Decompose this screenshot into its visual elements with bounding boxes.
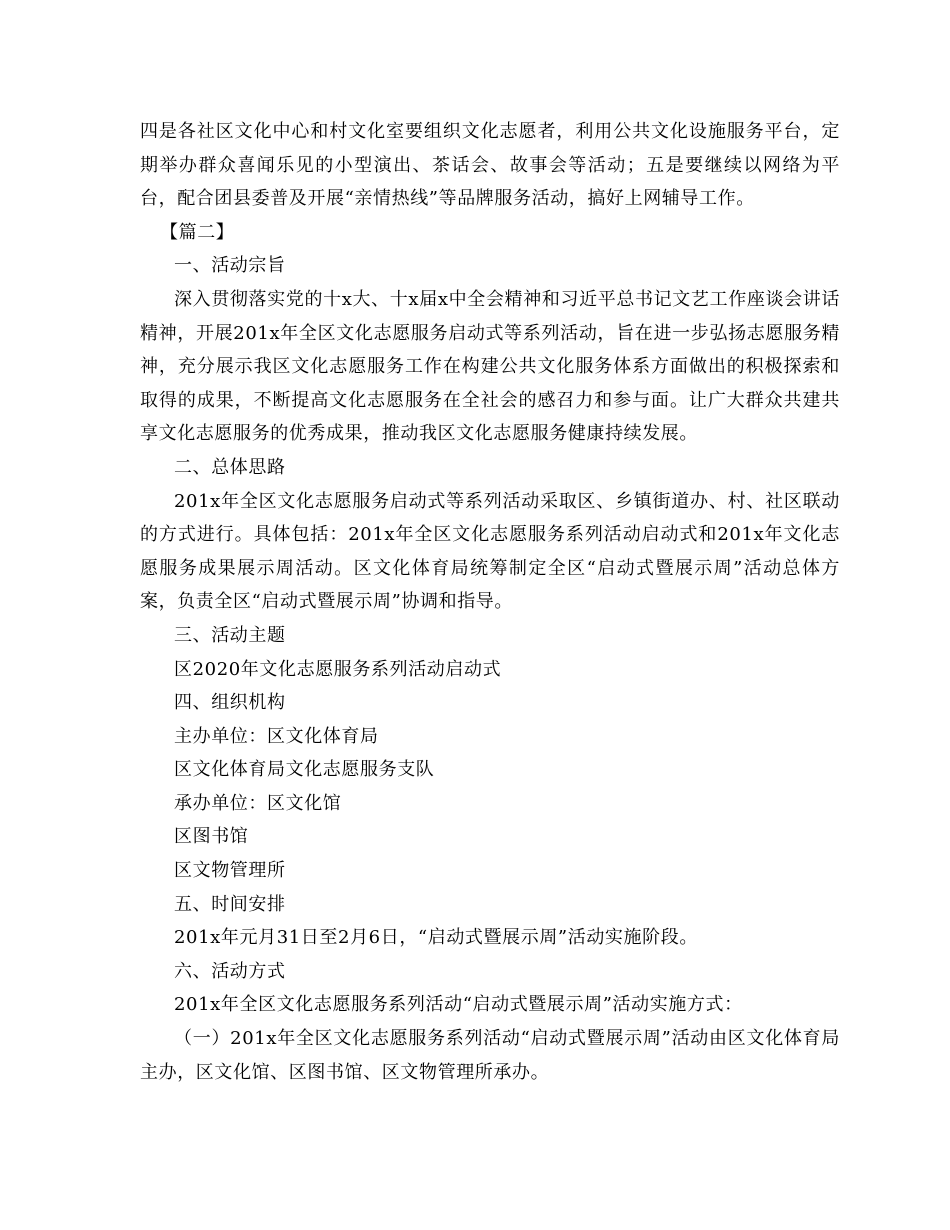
heading-organization: 四、组织机构	[174, 692, 286, 714]
paragraph-overall-approach: 201x年全区文化志愿服务启动式等系列活动采取区、乡镇街道办、村、社区联动的方式进行。具体包括：201x年全区文化志愿服务系列活动启动式和201x年文化志愿服务成果展示周活动。区文化体育局统筹制定全区“启动式暨展示周”活动总体方案，负责全区“启动式暨展示周”协调和指导。	[140, 490, 840, 613]
paragraph-activity-method-intro: 201x年全区文化志愿服务系列活动“启动式暨展示周”活动实施方式：	[174, 994, 743, 1016]
line-library: 区图书馆	[174, 826, 249, 848]
line-organizer-unit: 承办单位：区文化馆	[174, 792, 342, 814]
paragraph-activity-method-item-1: （一）201x年全区文化志愿服务系列活动“启动式暨展示周”活动由区文化体育局主办，区文化馆、区图书馆、区文物管理所承办。	[140, 1028, 840, 1083]
line-volunteer-team: 区文化体育局文化志愿服务支队	[174, 759, 435, 781]
heading-activity-method: 六、活动方式	[174, 960, 286, 982]
line-cultural-relics-office: 区文物管理所	[174, 860, 286, 882]
heading-schedule: 五、时间安排	[174, 893, 286, 915]
line-host-unit: 主办单位：区文化体育局	[174, 725, 379, 747]
paragraph-schedule: 201x年元月31日至2月6日，“启动式暨展示周”活动实施阶段。	[174, 927, 698, 949]
heading-activity-purpose: 一、活动宗旨	[174, 255, 286, 277]
paragraph-activity-theme: 区2020年文化志愿服务系列活动启动式	[174, 658, 502, 680]
paragraph-activity-purpose: 深入贯彻落实党的十x大、十x届x中全会精神和习近平总书记文艺工作座谈会讲话精神，开展201x年全区文化志愿服务启动式等系列活动，旨在进一步弘扬志愿服务精神，充分展示我区文化志愿服务工作在构建公共文化服务体系方面做出的积极探索和取得的成果，不断提高文化志愿服务在全社会的感召力和参与面。让广大群众共建共享文化志愿服务的优秀成果，推动我区文化志愿服务健康持续发展。	[140, 288, 840, 445]
heading-activity-theme: 三、活动主题	[174, 624, 286, 646]
section-title-part-two: 【篇二】	[160, 221, 235, 243]
document-body	[140, 115, 840, 1089]
heading-overall-approach: 二、总体思路	[174, 456, 286, 478]
paragraph-continuation: 四是各社区文化中心和村文化室要组织文化志愿者，利用公共文化设施服务平台，定期举办群众喜闻乐见的小型演出、茶话会、故事会等活动；五是要继续以网络为平台，配合团县委普及开展“亲情热线”等品牌服务活动，搞好上网辅导工作。	[140, 121, 840, 210]
